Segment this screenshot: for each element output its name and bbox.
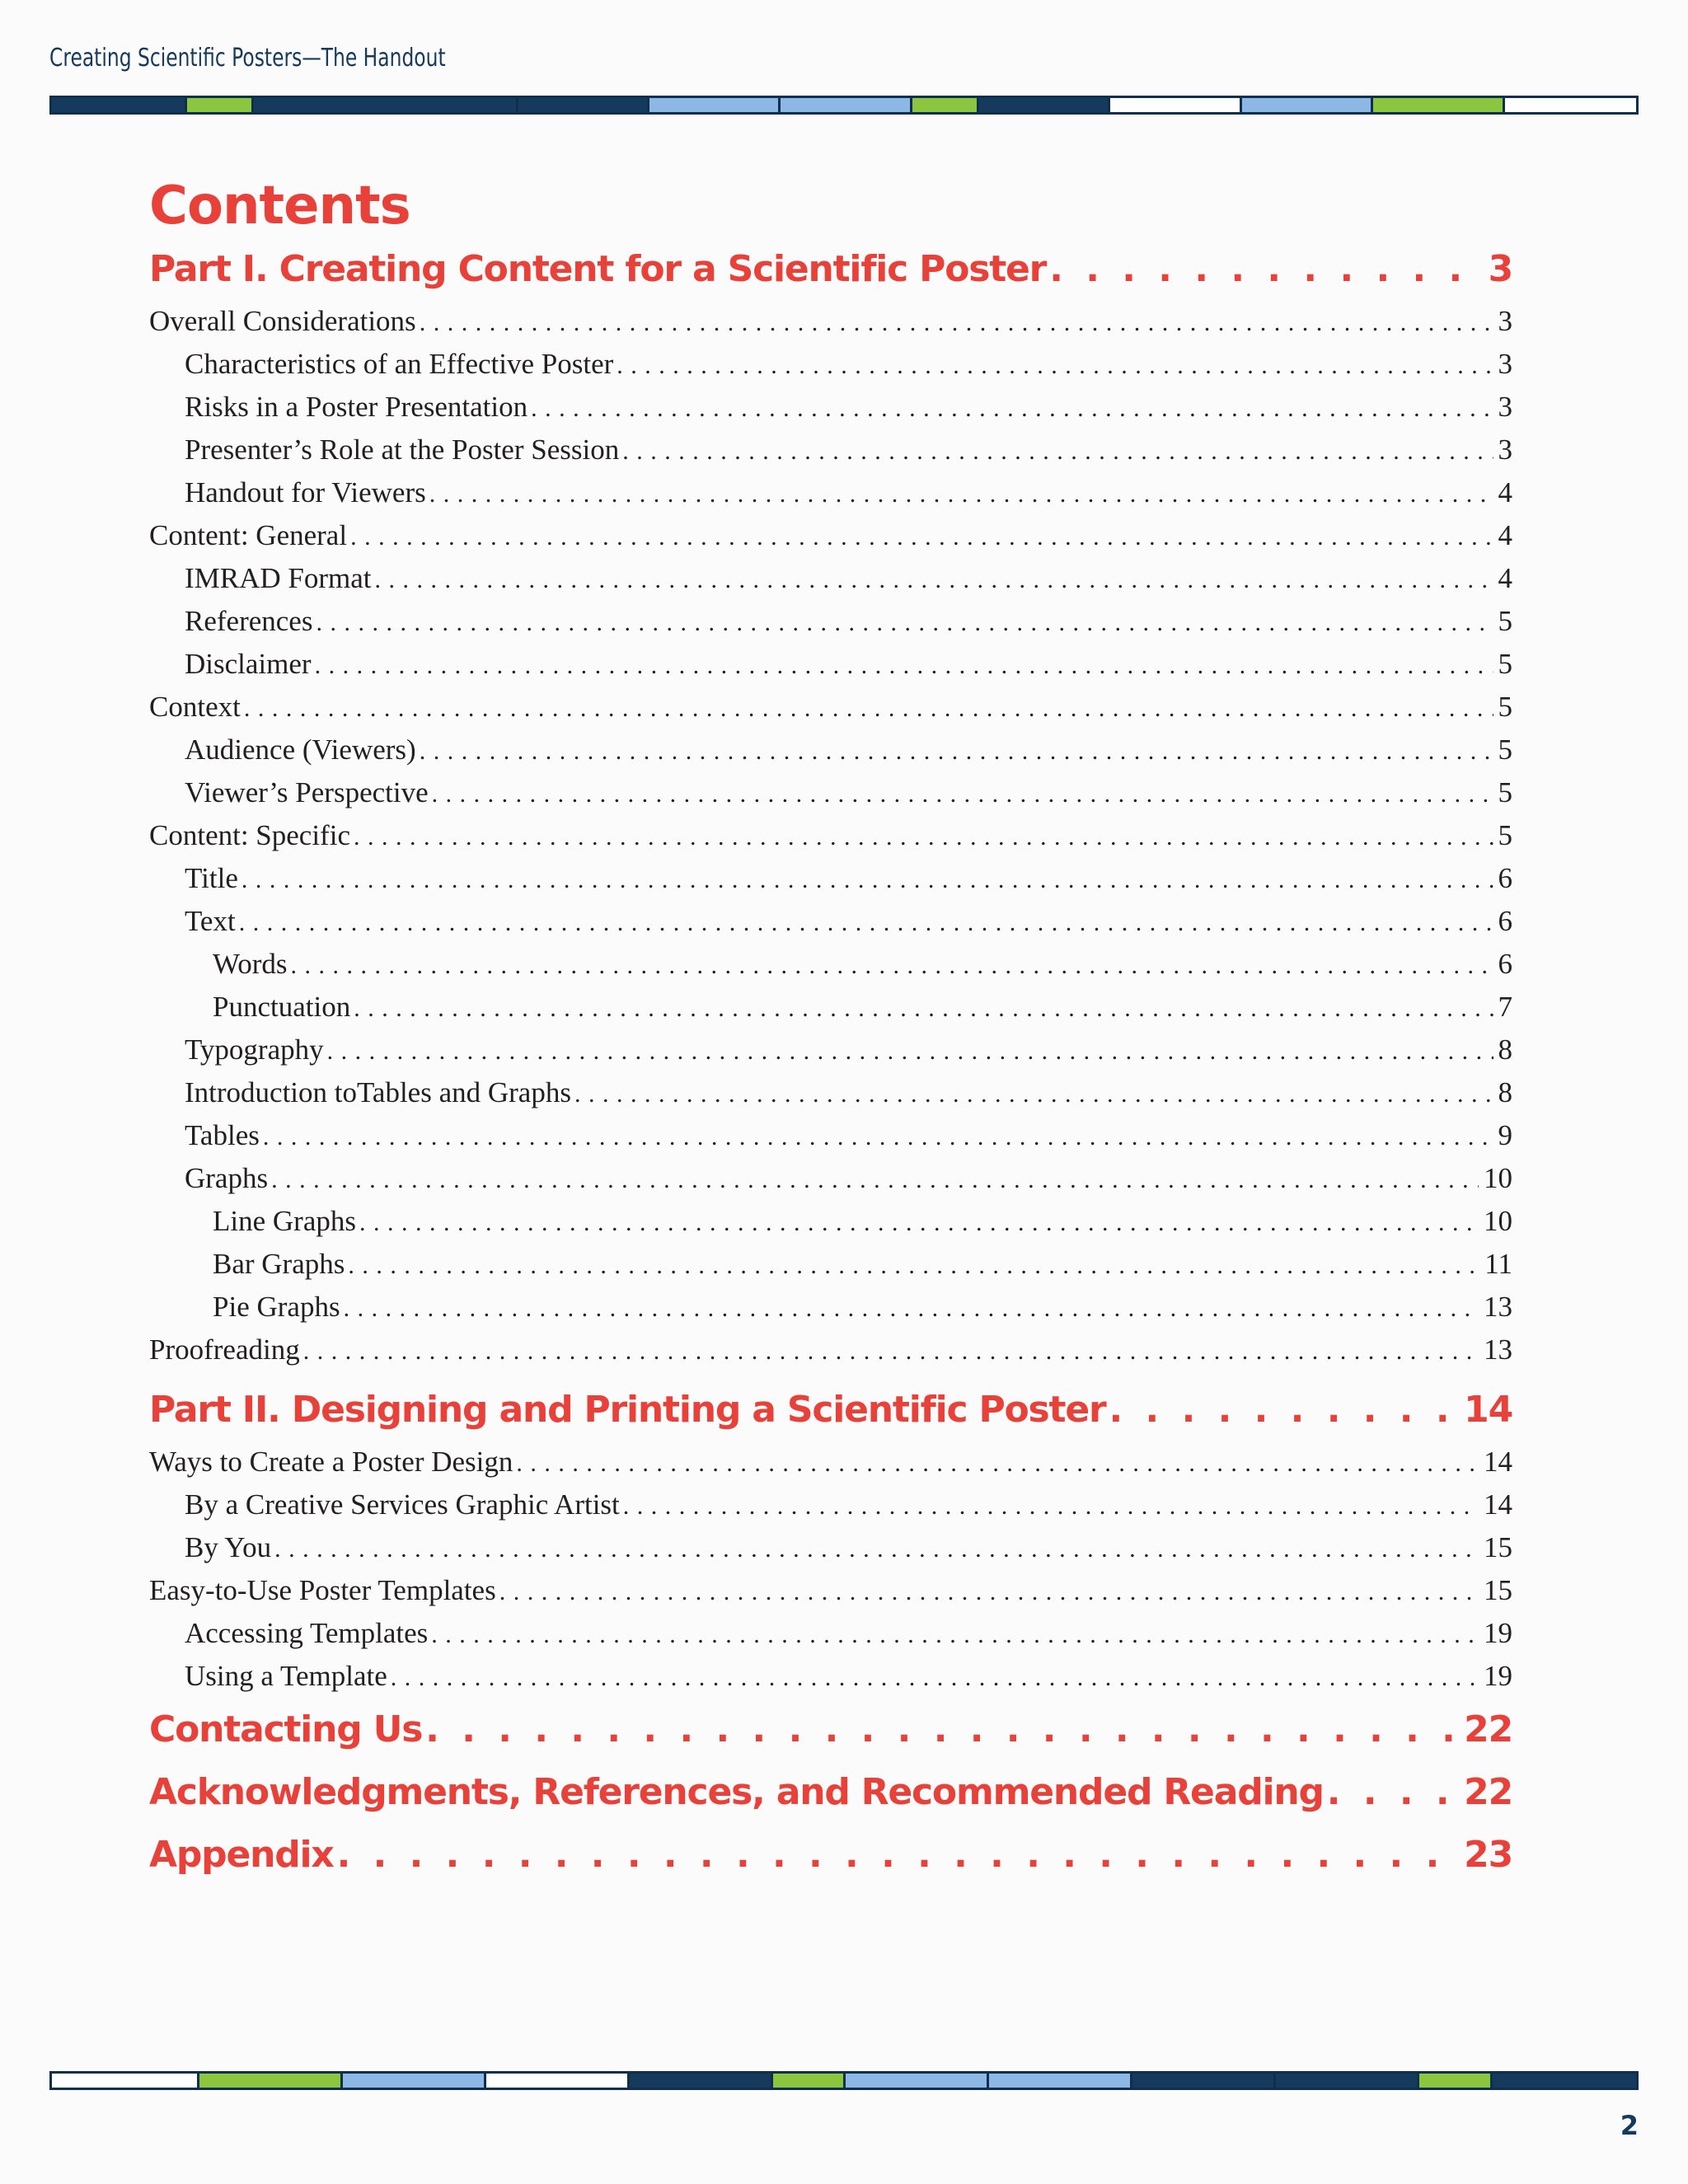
stripe-segment-light-blue <box>846 2074 989 2088</box>
toc-entry-label: Content: General <box>149 519 348 551</box>
toc-entry-page: 11 <box>1484 1248 1512 1280</box>
toc-entry-page: 14 <box>1484 1446 1512 1478</box>
dot-leader <box>348 1243 1479 1286</box>
dot-leader <box>263 1114 1493 1157</box>
toc-entry-page: 8 <box>1498 1076 1512 1108</box>
toc-entry-label: References <box>185 605 313 637</box>
toc-entry-label: Title <box>185 862 238 894</box>
toc-entry-label: Introduction toTables and Graphs <box>185 1076 571 1108</box>
toc-entry-page: 13 <box>1484 1333 1512 1366</box>
toc-entry <box>149 1612 1512 1655</box>
toc-entry-label: Contacting Us <box>149 1708 423 1750</box>
toc-entry <box>149 557 1512 600</box>
dot-leader <box>516 1441 1479 1483</box>
stripe-segment-light-blue <box>989 2074 1132 2088</box>
toc-entry-page: 10 <box>1484 1162 1512 1194</box>
toc-entry-label: Part II. Designing and Printing a Scientific Poster <box>149 1389 1106 1431</box>
toc-entry-page: 3 <box>1498 434 1512 466</box>
toc-entry-page: 22 <box>1464 1771 1512 1813</box>
toc-entry-label: Ways to Create a Poster Design <box>149 1446 513 1478</box>
toc-entry-list <box>149 239 1512 1886</box>
stripe-segment-green <box>773 2074 846 2088</box>
toc-entry <box>149 771 1512 814</box>
toc-entry-page: 19 <box>1484 1617 1512 1649</box>
dot-leader <box>375 557 1493 600</box>
toc-entry-label: Presenter’s Role at the Poster Session <box>185 434 620 466</box>
dot-leader <box>391 1655 1479 1698</box>
stripe-segment-green <box>1419 2074 1493 2088</box>
toc-entry <box>149 1655 1512 1698</box>
toc-entry-label: Tables <box>185 1119 260 1151</box>
footer-color-stripe <box>49 2071 1639 2090</box>
toc-entry-page: 14 <box>1484 1488 1512 1521</box>
toc-entry-label: By You <box>185 1531 272 1563</box>
toc-entry-page: 22 <box>1464 1708 1512 1750</box>
toc-entry <box>149 643 1512 686</box>
toc-entry <box>149 729 1512 771</box>
toc-entry-page: 5 <box>1498 776 1512 808</box>
dot-leader <box>574 1071 1493 1114</box>
stripe-segment-navy <box>254 98 518 112</box>
dot-leader <box>420 300 1493 343</box>
dot-leader <box>327 1029 1493 1071</box>
toc-entry <box>149 1286 1512 1329</box>
dot-leader <box>337 1825 1460 1886</box>
toc-entry <box>149 300 1512 343</box>
toc-entry-page: 19 <box>1484 1660 1512 1692</box>
stripe-segment-green <box>1373 98 1504 112</box>
toc-part-entry <box>149 1699 1512 1760</box>
toc-entry-label: Text <box>185 905 236 937</box>
dot-leader <box>241 857 1493 900</box>
dot-leader <box>291 943 1493 986</box>
dot-leader <box>354 814 1493 857</box>
dot-leader <box>359 1200 1479 1243</box>
toc-entry-page: 5 <box>1498 733 1512 766</box>
toc-entry <box>149 1114 1512 1157</box>
dot-leader <box>623 1483 1479 1526</box>
toc-entry-page: 15 <box>1484 1574 1512 1606</box>
stripe-segment-navy <box>1132 2074 1276 2088</box>
toc-entry-label: By a Creative Services Graphic Artist <box>185 1488 620 1521</box>
toc-entry-label: Graphs <box>185 1162 269 1194</box>
toc-entry <box>149 1569 1512 1612</box>
dot-leader <box>354 986 1493 1029</box>
toc-entry-label: Audience (Viewers) <box>185 733 416 766</box>
toc-entry-page: 6 <box>1498 862 1512 894</box>
toc-entry-label: Words <box>213 948 288 980</box>
toc-entry-page: 3 <box>1498 305 1512 337</box>
toc-part-entry <box>149 239 1512 300</box>
dot-leader <box>274 1526 1479 1569</box>
toc-entry-page: 4 <box>1498 562 1512 594</box>
toc-entry-label: Punctuation <box>213 991 351 1023</box>
toc-entry-label: Using a Template <box>185 1660 387 1692</box>
toc-entry-page: 9 <box>1498 1119 1512 1151</box>
toc-entry-page: 6 <box>1498 948 1512 980</box>
toc-entry-label: Viewer’s Perspective <box>185 776 429 808</box>
dot-leader <box>303 1329 1479 1371</box>
toc-entry <box>149 600 1512 643</box>
dot-leader <box>1327 1762 1459 1823</box>
running-title: Creating Scientific Posters—The Handout <box>49 44 446 73</box>
stripe-segment-navy <box>630 2074 773 2088</box>
contents-heading: Contents <box>149 176 410 237</box>
dot-leader <box>622 429 1493 471</box>
table-of-contents <box>149 173 1512 1886</box>
toc-entry <box>149 1071 1512 1114</box>
toc-entry <box>149 1483 1512 1526</box>
header-color-stripe <box>49 96 1639 115</box>
toc-entry-page: 4 <box>1498 519 1512 551</box>
toc-entry <box>149 1157 1512 1200</box>
toc-entry-label: Disclaimer <box>185 648 312 680</box>
toc-entry-label: Line Graphs <box>213 1205 356 1237</box>
stripe-segment-navy <box>518 98 649 112</box>
stripe-segment-white <box>1505 98 1636 112</box>
dot-leader <box>239 900 1493 943</box>
dot-leader <box>1049 239 1483 300</box>
stripe-segment-navy <box>1276 2074 1419 2088</box>
toc-entry-page: 4 <box>1498 476 1512 509</box>
toc-entry <box>149 900 1512 943</box>
stripe-segment-white <box>486 2074 630 2088</box>
toc-entry-page: 10 <box>1484 1205 1512 1237</box>
toc-entry-page: 5 <box>1498 648 1512 680</box>
stripe-segment-navy <box>979 98 1110 112</box>
stripe-segment-green <box>912 98 979 112</box>
stripe-segment-light-blue <box>343 2074 486 2088</box>
dot-leader <box>316 600 1493 643</box>
dot-leader <box>271 1157 1479 1200</box>
stripe-segment-navy <box>52 98 187 112</box>
dot-leader <box>429 471 1493 514</box>
toc-entry-page: 8 <box>1498 1033 1512 1066</box>
toc-entry <box>149 343 1512 386</box>
toc-entry-page: 3 <box>1498 348 1512 380</box>
page-number: 2 <box>1620 2110 1639 2141</box>
toc-entry-page: 5 <box>1498 819 1512 851</box>
dot-leader <box>315 643 1493 686</box>
toc-entry <box>149 857 1512 900</box>
stripe-segment-green <box>187 98 254 112</box>
toc-part-entry <box>149 1825 1512 1886</box>
toc-entry-label: Content: Specific <box>149 819 350 851</box>
toc-entry-page: 13 <box>1484 1291 1512 1323</box>
dot-leader <box>344 1286 1479 1329</box>
toc-entry-label: Pie Graphs <box>213 1291 340 1323</box>
toc-entry <box>149 1200 1512 1243</box>
toc-entry-label: Proofreading <box>149 1333 300 1366</box>
toc-entry-label: Risks in a Poster Presentation <box>185 391 528 423</box>
toc-entry <box>149 1526 1512 1569</box>
dot-leader <box>244 686 1493 729</box>
toc-entry-label: Typography <box>185 1033 324 1066</box>
toc-entry <box>149 429 1512 471</box>
toc-entry-label: Bar Graphs <box>213 1248 345 1280</box>
dot-leader <box>531 386 1493 429</box>
toc-entry-label: Characteristics of an Effective Poster <box>185 348 614 380</box>
toc-entry-label: Handout for Viewers <box>185 476 426 509</box>
toc-entry-page: 14 <box>1464 1389 1512 1431</box>
dot-leader <box>432 771 1493 814</box>
dot-leader <box>350 514 1493 557</box>
toc-entry-label: Accessing Templates <box>185 1617 429 1649</box>
toc-part-entry <box>149 1380 1512 1441</box>
toc-entry-page: 3 <box>1498 391 1512 423</box>
toc-entry-page: 23 <box>1464 1834 1512 1876</box>
toc-entry-label: Acknowledgments, References, and Recommended Reading <box>149 1771 1324 1813</box>
toc-entry-label: IMRAD Format <box>185 562 372 594</box>
stripe-segment-light-blue <box>1242 98 1373 112</box>
toc-entry-page: 6 <box>1498 905 1512 937</box>
toc-entry-label: Overall Considerations <box>149 305 416 337</box>
toc-part-entry <box>149 1762 1512 1823</box>
toc-entry-page: 7 <box>1498 991 1512 1023</box>
stripe-segment-white <box>52 2074 199 2088</box>
toc-entry <box>149 686 1512 729</box>
toc-entry <box>149 1029 1512 1071</box>
stripe-segment-white <box>1110 98 1241 112</box>
toc-entry <box>149 814 1512 857</box>
toc-entry <box>149 386 1512 429</box>
dot-leader <box>499 1569 1479 1612</box>
toc-entry <box>149 1243 1512 1286</box>
toc-entry <box>149 986 1512 1029</box>
toc-entry-label: Easy-to-Use Poster Templates <box>149 1574 496 1606</box>
stripe-segment-navy <box>1493 2074 1636 2088</box>
stripe-segment-light-blue <box>649 98 781 112</box>
stripe-segment-green <box>199 2074 343 2088</box>
toc-entry-page: 3 <box>1488 248 1512 290</box>
dot-leader <box>425 1699 1459 1760</box>
toc-entry-label: Appendix <box>149 1834 334 1876</box>
toc-entry-page: 15 <box>1484 1531 1512 1563</box>
toc-entry <box>149 471 1512 514</box>
toc-entry-label: Part I. Creating Content for a Scientific Poster <box>149 248 1047 290</box>
toc-entry <box>149 943 1512 986</box>
dot-leader <box>617 343 1493 386</box>
stripe-segment-light-blue <box>781 98 912 112</box>
toc-entry <box>149 514 1512 557</box>
toc-entry <box>149 1441 1512 1483</box>
toc-entry-page: 5 <box>1498 605 1512 637</box>
dot-leader <box>1109 1380 1460 1441</box>
toc-entry-page: 5 <box>1498 691 1512 723</box>
dot-leader <box>431 1612 1479 1655</box>
toc-entry <box>149 1329 1512 1371</box>
dot-leader <box>420 729 1493 771</box>
toc-entry-label: Context <box>149 691 241 723</box>
